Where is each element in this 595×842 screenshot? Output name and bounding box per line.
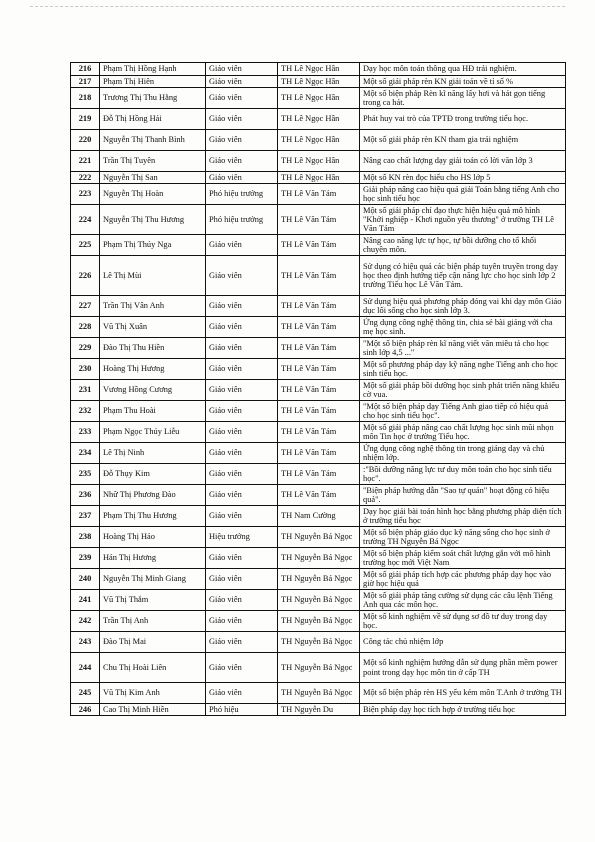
author-role: Giáo viên <box>206 401 278 422</box>
school-name: TH Lê Ngọc Hân <box>278 130 360 151</box>
row-number: 238 <box>71 527 100 548</box>
row-number: 243 <box>71 632 100 653</box>
author-name: Trương Thị Thu Hằng <box>100 88 206 109</box>
author-name: Phạm Thị Thúy Nga <box>100 235 206 256</box>
table-row <box>71 63 566 76</box>
author-name: Vũ Thị Thắm <box>100 590 206 611</box>
author-role: Giáo viên <box>206 76 278 88</box>
row-number: 223 <box>71 184 100 205</box>
author-role: Giáo viên <box>206 464 278 485</box>
initiative-title: Một số giải pháp rèn KN tham gia trải nghiệm <box>360 130 566 151</box>
author-name: Nguyễn Thị San <box>100 172 206 184</box>
table-row <box>71 527 566 548</box>
initiative-title: Một số kinh nghiệm hướng dẫn sử dụng phần mềm power point trong dạy học môn tin ở cấp TH <box>360 653 566 683</box>
table-row <box>71 548 566 569</box>
school-name: TH Lê Ngọc Hân <box>278 76 360 88</box>
author-name: Trần Thị Tuyên <box>100 151 206 172</box>
row-number: 245 <box>71 683 100 704</box>
initiative-title: Sử dụng có hiệu quả các biện pháp tuyên truyền trong dạy học theo định hướng tiếp cận năng lực cho học sinh lớp 2 trường Tiểu học Lê Văn Tám. <box>360 256 566 296</box>
school-name: TH Lê Văn Tám <box>278 317 360 338</box>
author-name: Đỗ Thụy Kim <box>100 464 206 485</box>
initiative-title: Dạy học giải bài toán hình học bằng phương pháp diện tích ở trường tiểu học <box>360 506 566 527</box>
author-name: Đào Thị Thu Hiền <box>100 338 206 359</box>
author-name: Phạm Ngọc Thúy Liễu <box>100 422 206 443</box>
author-role: Giáo viên <box>206 130 278 151</box>
initiative-table <box>70 62 566 716</box>
row-number: 224 <box>71 205 100 235</box>
author-name: Nguyễn Thị Hoàn <box>100 184 206 205</box>
school-name: TH Nam Cường <box>278 506 360 527</box>
table-row <box>71 443 566 464</box>
school-name: TH Lê Văn Tám <box>278 256 360 296</box>
school-name: TH Lê Ngọc Hân <box>278 172 360 184</box>
table-row <box>71 653 566 683</box>
table-row <box>71 130 566 151</box>
author-name: Trần Thị Anh <box>100 611 206 632</box>
author-name: Phạm Thị Hồng Hạnh <box>100 63 206 76</box>
table-row <box>71 632 566 653</box>
table-row <box>71 205 566 235</box>
initiative-title: Một số biện pháp kiểm soát chất lượng gắn với mô hình trường học mới Việt Nam <box>360 548 566 569</box>
author-name: Phạm Thị Hiên <box>100 76 206 88</box>
school-name: TH Lê Văn Tám <box>278 338 360 359</box>
author-role: Giáo viên <box>206 63 278 76</box>
school-name: TH Nguyễn Du <box>278 704 360 716</box>
row-number: 244 <box>71 653 100 683</box>
initiative-title: Một số giải pháp nâng cao chất lượng học sinh mũi nhọn môn Tin học ở trường Tiểu học. <box>360 422 566 443</box>
author-name: Phạm Thu Hoài <box>100 401 206 422</box>
author-name: Đào Thị Mai <box>100 632 206 653</box>
row-number: 237 <box>71 506 100 527</box>
table-row <box>71 590 566 611</box>
initiative-title: Phát huy vai trò của TPTĐ trong trường tiểu học. <box>360 109 566 130</box>
author-name: Vương Hồng Cương <box>100 380 206 401</box>
school-name: TH Lê Ngọc Hân <box>278 109 360 130</box>
author-name: Hoàng Thị Hảo <box>100 527 206 548</box>
author-role: Giáo viên <box>206 632 278 653</box>
school-name: TH Lê Ngọc Hân <box>278 151 360 172</box>
row-number: 216 <box>71 63 100 76</box>
table-row <box>71 317 566 338</box>
author-name: Nguyễn Thị Thanh Bình <box>100 130 206 151</box>
author-role: Giáo viên <box>206 380 278 401</box>
school-name: TH Lê Văn Tám <box>278 464 360 485</box>
school-name: TH Lê Văn Tám <box>278 296 360 317</box>
row-number: 242 <box>71 611 100 632</box>
school-name: TH Lê Văn Tám <box>278 443 360 464</box>
table-row <box>71 256 566 296</box>
school-name: TH Nguyễn Bá Ngọc <box>278 653 360 683</box>
author-role: Phó hiệu <box>206 704 278 716</box>
table-row <box>71 401 566 422</box>
school-name: TH Nguyễn Bá Ngọc <box>278 632 360 653</box>
table-row <box>71 151 566 172</box>
row-number: 230 <box>71 359 100 380</box>
row-number: 232 <box>71 401 100 422</box>
initiative-title: Một số giải pháp tích hợp các phương pháp dạy học vào giờ học hiệu quả <box>360 569 566 590</box>
author-role: Giáo viên <box>206 653 278 683</box>
table-row <box>71 683 566 704</box>
row-number: 235 <box>71 464 100 485</box>
author-role: Giáo viên <box>206 683 278 704</box>
initiative-title: Sử dụng hiệu quả phương pháp đóng vai khi dạy môn Giáo dục lối sống cho học sinh lớp 3. <box>360 296 566 317</box>
author-name: Hán Thị Hương <box>100 548 206 569</box>
initiative-title: Biện pháp dạy học tích hợp ở trường tiểu học <box>360 704 566 716</box>
author-role: Giáo viên <box>206 443 278 464</box>
row-number: 234 <box>71 443 100 464</box>
school-name: TH Lê Văn Tám <box>278 485 360 506</box>
table-row <box>71 485 566 506</box>
table-row <box>71 235 566 256</box>
table-row <box>71 109 566 130</box>
initiative-title: Một số kinh nghiệm về sử dụng sơ đồ tư duy trong dạy học. <box>360 611 566 632</box>
school-name: TH Lê Văn Tám <box>278 401 360 422</box>
author-role: Giáo viên <box>206 151 278 172</box>
row-number: 225 <box>71 235 100 256</box>
table-row <box>71 422 566 443</box>
row-number: 218 <box>71 88 100 109</box>
table-row <box>71 76 566 88</box>
initiative-title: Một số biện pháp giáo dục kỹ năng sống cho học sinh ở trường TH Nguyễn Bá Ngọc <box>360 527 566 548</box>
author-role: Giáo viên <box>206 422 278 443</box>
initiative-title: Ứng dụng công nghệ thông tin, chia sẻ bài giảng với cha mẹ học sinh. <box>360 317 566 338</box>
initiative-title: Nâng cao chất lượng dạy giải toán có lời văn lớp 3 <box>360 151 566 172</box>
row-number: 246 <box>71 704 100 716</box>
author-role: Giáo viên <box>206 88 278 109</box>
initiative-title: Một số KN rèn đọc hiểu cho HS lớp 5 <box>360 172 566 184</box>
table-row <box>71 88 566 109</box>
initiative-title: Một số giải pháp chỉ đạo thực hiện hiệu quả mô hình "Khởi nghiệp - Khơi nguồn yêu thương" ở trường TH Lê Văn Tám <box>360 205 566 235</box>
school-name: TH Lê Ngọc Hân <box>278 88 360 109</box>
table-row <box>71 464 566 485</box>
school-name: TH Nguyễn Bá Ngọc <box>278 683 360 704</box>
author-name: Vũ Thị Xuân <box>100 317 206 338</box>
initiative-title: Một số biện pháp Rèn kĩ năng lấy hơi và hát gọn tiếng trong ca hát. <box>360 88 566 109</box>
table-row <box>71 506 566 527</box>
author-role: Giáo viên <box>206 109 278 130</box>
initiative-title: Một số giải pháp bồi dưỡng học sinh phát triển năng khiếu cờ vua. <box>360 380 566 401</box>
author-role: Giáo viên <box>206 506 278 527</box>
initiative-title: "Một số biện pháp rèn kĩ năng viết văn miêu tả cho học sinh lớp 4,5 ..." <box>360 338 566 359</box>
author-role: Giáo viên <box>206 338 278 359</box>
author-name: Nguyễn Thị Thu Hương <box>100 205 206 235</box>
table-body <box>71 63 566 716</box>
initiative-title: "Một số biện pháp dạy Tiếng Anh giao tiếp có hiệu quả cho học sinh tiểu học". <box>360 401 566 422</box>
page-top-rule <box>30 6 565 7</box>
school-name: TH Nguyễn Bá Ngọc <box>278 548 360 569</box>
author-role: Giáo viên <box>206 256 278 296</box>
row-number: 220 <box>71 130 100 151</box>
row-number: 217 <box>71 76 100 88</box>
school-name: TH Lê Văn Tám <box>278 422 360 443</box>
author-role: Phó hiệu trưởng <box>206 205 278 235</box>
school-name: TH Nguyễn Bá Ngọc <box>278 611 360 632</box>
author-name: Hoàng Thị Hương <box>100 359 206 380</box>
author-role: Giáo viên <box>206 569 278 590</box>
author-name: Lê Thị Mùi <box>100 256 206 296</box>
table-row <box>71 296 566 317</box>
author-role: Phó hiệu trưởng <box>206 184 278 205</box>
school-name: TH Nguyễn Bá Ngọc <box>278 569 360 590</box>
author-role: Giáo viên <box>206 317 278 338</box>
row-number: 240 <box>71 569 100 590</box>
author-role: Giáo viên <box>206 485 278 506</box>
author-name: Vũ Thị Kim Anh <box>100 683 206 704</box>
table-row <box>71 184 566 205</box>
row-number: 229 <box>71 338 100 359</box>
author-role: Giáo viên <box>206 359 278 380</box>
table-row <box>71 569 566 590</box>
author-role: Giáo viên <box>206 172 278 184</box>
row-number: 222 <box>71 172 100 184</box>
initiative-title: Một số giải pháp rèn KN giải toán về tỉ số % <box>360 76 566 88</box>
school-name: TH Lê Văn Tám <box>278 205 360 235</box>
initiative-title: Ứng dụng công nghệ thông tin trong giảng dạy và chủ nhiệm lớp. <box>360 443 566 464</box>
author-name: Trần Thị Vân Anh <box>100 296 206 317</box>
author-role: Giáo viên <box>206 548 278 569</box>
row-number: 226 <box>71 256 100 296</box>
table-row <box>71 611 566 632</box>
table-row <box>71 380 566 401</box>
school-name: TH Nguyễn Bá Ngọc <box>278 590 360 611</box>
author-name: Lê Thị Ninh <box>100 443 206 464</box>
school-name: TH Lê Ngọc Hân <box>278 63 360 76</box>
row-number: 227 <box>71 296 100 317</box>
table-row <box>71 338 566 359</box>
row-number: 221 <box>71 151 100 172</box>
row-number: 236 <box>71 485 100 506</box>
author-name: Chu Thị Hoài Liên <box>100 653 206 683</box>
author-name: Đỗ Thị Hồng Hải <box>100 109 206 130</box>
table-row <box>71 359 566 380</box>
initiative-title: "Biện pháp hướng dẫn "Sao tự quản" hoạt động có hiệu quả". <box>360 485 566 506</box>
row-number: 228 <box>71 317 100 338</box>
school-name: TH Lê Văn Tám <box>278 380 360 401</box>
initiative-title: Nâng cao năng lực tự học, tự bồi dưỡng cho tổ khối chuyên môn. <box>360 235 566 256</box>
row-number: 241 <box>71 590 100 611</box>
row-number: 233 <box>71 422 100 443</box>
author-name: Phạm Thị Thu Hương <box>100 506 206 527</box>
row-number: 231 <box>71 380 100 401</box>
initiative-title: Một số phương pháp dạy kỹ năng nghe Tiếng anh cho học sinh tiểu học. <box>360 359 566 380</box>
school-name: TH Lê Văn Tám <box>278 235 360 256</box>
author-role: Hiệu trưởng <box>206 527 278 548</box>
initiative-title: Công tác chủ nhiệm lớp <box>360 632 566 653</box>
school-name: TH Nguyễn Bá Ngọc <box>278 527 360 548</box>
author-role: Giáo viên <box>206 590 278 611</box>
table-row <box>71 172 566 184</box>
author-role: Giáo viên <box>206 296 278 317</box>
initiative-title: Một số giải pháp tăng cường sử dụng các câu lệnh Tiếng Anh qua các môn học. <box>360 590 566 611</box>
row-number: 219 <box>71 109 100 130</box>
initiative-title: Giải pháp nâng cao hiệu quả giải Toán bằng tiếng Anh cho học sinh tiểu học <box>360 184 566 205</box>
school-name: TH Lê Văn Tám <box>278 359 360 380</box>
author-name: Nhữ Thị Phương Đào <box>100 485 206 506</box>
row-number: 239 <box>71 548 100 569</box>
author-name: Cao Thị Minh Hiền <box>100 704 206 716</box>
author-role: Giáo viên <box>206 611 278 632</box>
author-role: Giáo viên <box>206 235 278 256</box>
author-name: Nguyễn Thị Minh Giang <box>100 569 206 590</box>
initiative-title: Một số biện pháp rèn HS yếu kém môn T.Anh ở trường TH <box>360 683 566 704</box>
table-row <box>71 704 566 716</box>
school-name: TH Lê Văn Tám <box>278 184 360 205</box>
initiative-title: :"Bồi dưỡng năng lực tư duy môn toán cho học sinh tiểu học". <box>360 464 566 485</box>
initiative-title: Dạy học môn toán thông qua HĐ trải nghiệm. <box>360 63 566 76</box>
